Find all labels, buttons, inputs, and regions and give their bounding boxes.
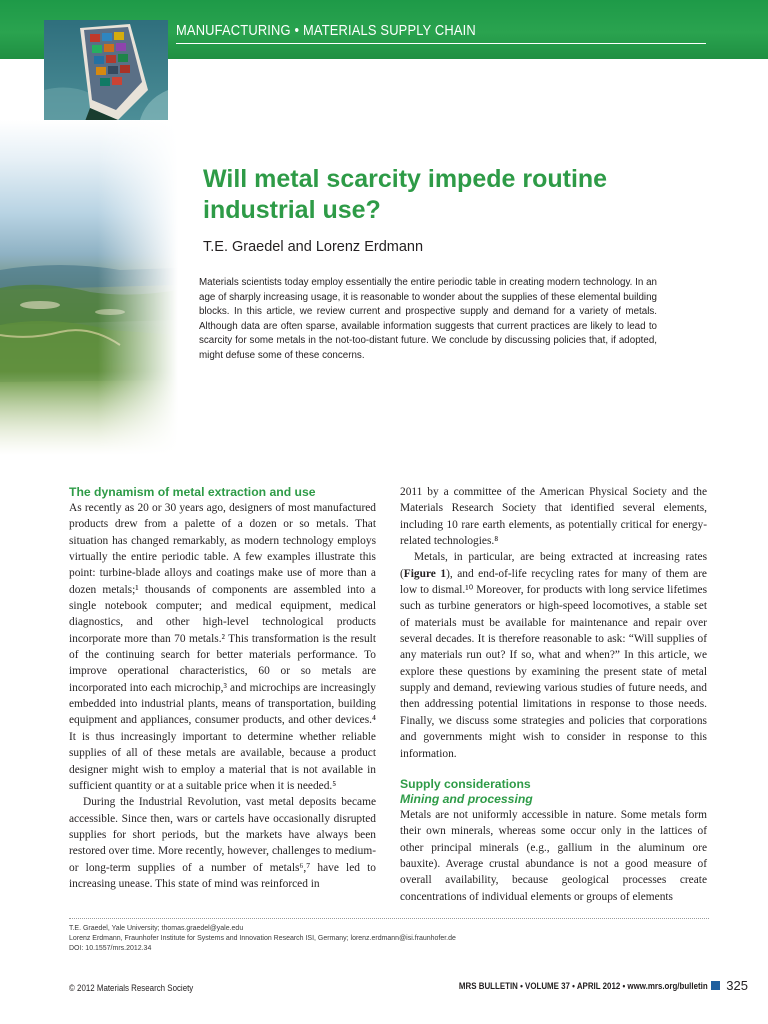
page-number: 325 <box>726 978 748 993</box>
body-paragraph: Metals are not uniformly accessible in nature. Some metals form their own minerals, whereas some occur only in the lattices of other principal minerals (e.g., gallium in the aluminum ore bauxite). Average crustal abundance is not a good measure of overall availability, because geological processes create concentrations of individual elements or groups of elements <box>400 808 707 903</box>
section-label-rule <box>176 43 706 44</box>
body-paragraph: As recently as 20 or 30 years ago, designers of most manufactured products drew from a palette of a dozen or so metals. That situation has changed remarkably, as modern technology employs virtually the entire periodic table. A few examples illustrate this point: turbine-blade alloys and coatings make use of more than a dozen metals;¹ thousands of components are assembled into a single notebook computer; and medical equipment, medical diagnostics, and other high-level technological products incorporate more than 70 metals.² This transformation is the result of the continuing search for better materials performance. To improve operational characteristics, 60 or so metals are incorporated into each microchip,³ and microchips are increasingly embedded into industrial plants, means of transportation, building equipment and appliances, consumer products, and other devices.⁴ It is thus increasingly important to determine whether reliable supplies of all of these metals are available, because a product designer might wish to employ a material that is not available in sufficient quantity or at a suitable price when it is needed.⁵ <box>69 502 376 792</box>
journal-info: MRS BULLETIN • VOLUME 37 • APRIL 2012 • www.mrs.org/bulletin <box>458 980 708 991</box>
paragraph-text: ), and end-of-life recycling rates for many of them are low to dismal.¹⁰ Moreover, for products with long service lifetimes such as turbine generators or high-speed locomotives, a stable set of materials must be available for maintenance and repair over several decades. It is therefore reasonable to ask: “Will supplies of any materials run out? If so, what and when?” In this article, we explore these questions by examining the present state of metal supply and demand, reviewing various studies of future needs, and then addressing potential limitations in response to those needs. Finally, we discuss some strategies and policies that corporations and governments might wish to consider in response to this information. <box>400 567 707 760</box>
subsection-heading-mining: Mining and processing <box>400 791 533 806</box>
figure-reference[interactable]: Figure 1 <box>403 567 447 580</box>
body-paragraph <box>400 549 707 761</box>
body-column-right <box>400 484 707 905</box>
article-abstract: Materials scientists today employ essentially the entire periodic table in creating modern technology. In an age of sharply increasing usage, it is reasonable to wonder about the supplies of these elemental building blocks. In this article, we review current and prospective supply and demand for a variety of metals. Although data are often sparse, available information suggests that current practices are likely to lead to scarcity for some metals in the not-too-distant future. We conclude by discussing policies that, if adopted, might defuse some of these concerns. <box>199 277 657 361</box>
doi: DOI: 10.1557/mrs.2012.34 <box>69 943 152 953</box>
affiliation-erdmann: Lorenz Erdmann, Fraunhofer Institute for Systems and Innovation Research ISI, Germany; lorenz.erdmann@isi.fraunhofer.de <box>69 933 456 943</box>
section-heading-supply: Supply considerations <box>400 776 531 791</box>
body-paragraph: 2011 by a committee of the American Physical Society and the Materials Research Society that identified several elements, including 10 rare earth elements, as potentially critical for energy-related technologies.⁸ <box>400 486 707 548</box>
section-label: MANUFACTURING • MATERIALS SUPPLY CHAIN <box>176 22 476 39</box>
footnote-divider <box>69 918 709 919</box>
body-column-left <box>69 484 376 892</box>
container-ship-photo <box>44 20 168 124</box>
blue-square-icon <box>711 981 720 990</box>
section-heading-dynamism: The dynamism of metal extraction and use <box>69 485 316 499</box>
paragraph-text: Metals, in particular, are being extracted at increasing rates ( <box>400 551 707 580</box>
article-authors: T.E. Graedel and Lorenz Erdmann <box>203 239 424 255</box>
copyright-notice: © 2012 Materials Research Society <box>69 983 194 993</box>
author-affiliations <box>69 923 456 954</box>
running-footer <box>425 978 748 993</box>
body-paragraph: During the Industrial Revolution, vast metal deposits became accessible. Since then, wars or cartels have occasionally disrupted supplies for short periods, but the markets have always been restored over time. More recently, however, challenges to medium- or long-term supplies of a number of metals⁶,⁷ have led to increasing unease. This state of mind was reinforced in <box>69 796 376 890</box>
article-title: Will metal scarcity impede routine industrial use? <box>203 165 608 224</box>
aerial-landscape-photo <box>0 120 178 455</box>
affiliation-graedel: T.E. Graedel, Yale University; thomas.graedel@yale.edu <box>69 923 244 932</box>
